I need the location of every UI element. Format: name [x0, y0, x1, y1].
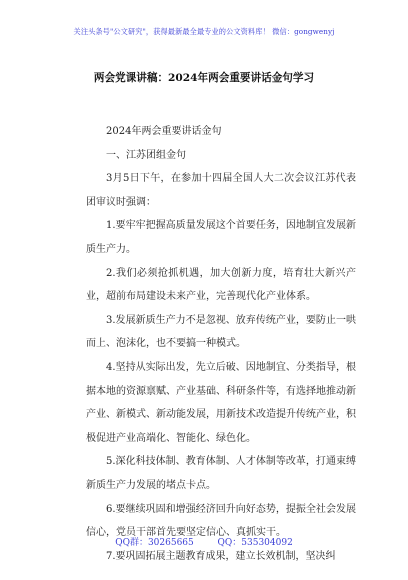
section-heading: 2024年两会重要讲话金句	[106, 126, 222, 137]
qq-contact-label: QQ：535304092	[217, 538, 293, 548]
paragraph: 6.要继续巩固和增强经济回升向好态势，提振全社会发展信心，党员干部首先要坚定信心、真抓实干。	[86, 503, 356, 539]
paragraph: 5.深化科技体制、教育体制、人才体制等改革，打通束缚新质生产力发展的堵点卡点。	[86, 456, 356, 491]
paragraph: 3月5日下午，在参加十四届全国人大二次会议江苏代表团审议时强调：	[86, 173, 356, 208]
paragraph: 7.要巩固拓展主题教育成果，建立长效机制，坚决纠	[106, 550, 336, 562]
footer-contact	[0, 535, 408, 548]
paragraph: 3.发展新质生产力不是忽视、放弃传统产业，要防止一哄而上、泡沫化，也不要搞一种模式。	[86, 314, 356, 350]
document-title: 两会党课讲稿：2024年两会重要讲话金句学习	[93, 72, 315, 84]
subsection-heading: 一、江苏团组金句	[106, 149, 186, 161]
paragraph: 4.坚持从实际出发，先立后破、因地制宜、分类指导，根据本地的资源禀赋、产业基础、科研条件等，有选择地推动新产业、新模式、新动能发展，用新技术改造提升传统产业，积极促进产业高端化、智能化、绿色化。	[86, 361, 356, 444]
paragraph: 2.我们必须抢抓机遇，加大创新力度，培育壮大新兴产业，超前布局建设未来产业，完善现代化产业体系。	[86, 267, 356, 303]
qq-group-label: QQ群：30265665	[115, 538, 194, 548]
header-banner: 关注头条号"公文研究"，获得最新最全最专业的公文资料库！ 微信：gongwenyj	[73, 27, 335, 36]
document-body	[86, 120, 356, 568]
paragraph: 1.要牢牢把握高质量发展这个首要任务，因地制宜发展新质生产力。	[86, 220, 356, 255]
